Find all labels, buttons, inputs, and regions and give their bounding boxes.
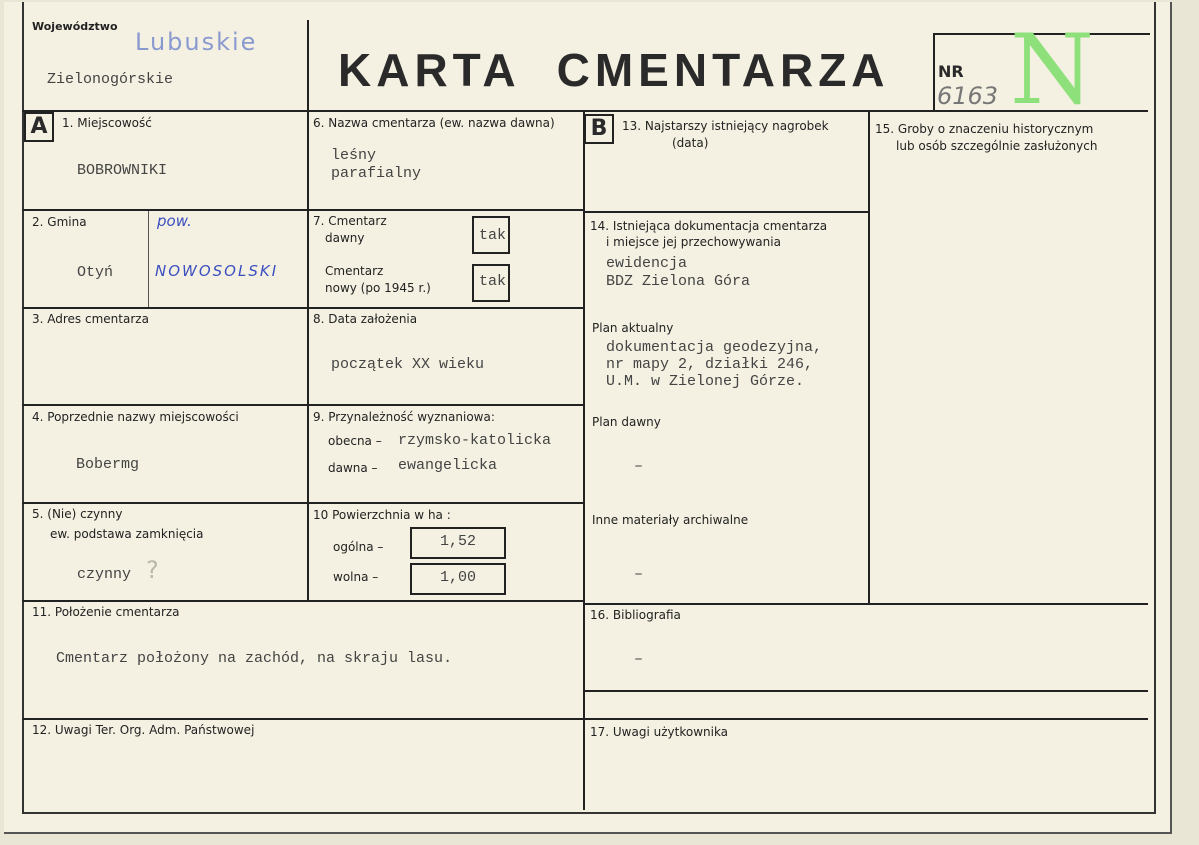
powiat-note: pow. — [157, 212, 192, 230]
nazwa-cmentarza-value2: parafialny — [331, 165, 422, 182]
data-zalozenia-value: początek XX wieku — [331, 356, 485, 373]
dokumentacja-sublabel: i miejsce jej przechowywania — [606, 235, 781, 249]
divider — [22, 502, 583, 504]
czynny-sublabel: ew. podstawa zamknięcia — [50, 527, 204, 541]
plan-aktualny-value2: nr mapy 2, działki 246, — [606, 356, 814, 373]
dokumentacja-value1: ewidencja — [606, 255, 688, 272]
nowy-value: tak — [479, 273, 507, 290]
miejscowosc-value: BOBROWNIKI — [77, 162, 168, 179]
wojewodztwo-value: Zielonogórskie — [47, 71, 174, 88]
divider — [22, 718, 1148, 720]
ogolna-box — [410, 527, 506, 559]
wojewodztwo-label: Województwo — [32, 20, 118, 33]
wolna-label: wolna – — [333, 570, 379, 584]
bibliografia-value: – — [634, 651, 644, 668]
dawna-value: ewangelicka — [398, 457, 498, 474]
divider — [22, 209, 583, 211]
marker-letter: N — [1010, 14, 1094, 126]
najstarszy-nagrobek-sublabel: (data) — [672, 136, 709, 150]
bibliografia-label: 16. Bibliografia — [590, 608, 681, 622]
inne-materialy-label: Inne materiały archiwalne — [592, 513, 749, 527]
uwagi-uzytkownika-label: 17. Uwagi użytkownika — [590, 725, 729, 739]
cmentarz-label: 7. Cmentarz — [313, 214, 387, 228]
miejscowosc-label: 1. Miejscowość — [62, 116, 152, 130]
divider — [148, 210, 149, 307]
przynaleznosc-label: 9. Przynależność wyznaniowa: — [313, 410, 495, 424]
divider — [868, 110, 870, 603]
plan-aktualny-value1: dokumentacja geodezyjna, — [606, 339, 823, 356]
nr-label: NR — [938, 62, 964, 81]
page-title: KARTA CMENTARZA — [338, 44, 890, 96]
ogolna-value: 1,52 — [440, 533, 477, 550]
dawny-checkbox — [472, 216, 510, 254]
wojewodztwo-stamp: Lubuskie — [135, 28, 258, 56]
data-zalozenia-label: 8. Data założenia — [313, 312, 418, 326]
czynny-value: czynny — [77, 566, 132, 583]
dawna-label: dawna – — [328, 461, 378, 475]
powierzchnia-label: 10 Powierzchnia w ha : — [313, 508, 451, 522]
najstarszy-nagrobek-label: 13. Najstarszy istniejący nagrobek — [622, 119, 829, 133]
polozenie-label: 11. Położenie cmentarza — [32, 605, 180, 619]
divider — [583, 110, 585, 810]
poprzednie-nazwy-value: Bobermg — [76, 456, 140, 473]
obecna-value: rzymsko-katolicka — [398, 432, 552, 449]
inne-materialy-value: – — [634, 566, 644, 583]
czynny-label: 5. (Nie) czynny — [32, 507, 123, 521]
dokumentacja-value2: BDZ Zielona Góra — [606, 273, 751, 290]
divider — [583, 690, 1148, 692]
nowy-label: nowy (po 1945 r.) — [325, 281, 431, 295]
nr-value: 6163 — [937, 82, 999, 110]
nowy-checkbox — [472, 264, 510, 302]
groby-label: 15. Groby o znaczeniu historycznym — [875, 122, 1094, 136]
plan-aktualny-label: Plan aktualny — [592, 321, 674, 335]
nazwa-cmentarza-label: 6. Nazwa cmentarza (ew. nazwa dawna) — [313, 116, 555, 130]
dokumentacja-label: 14. Istniejąca dokumentacja cmentarza — [590, 219, 828, 233]
wolna-value: 1,00 — [440, 569, 477, 586]
divider — [307, 20, 309, 600]
poprzednie-nazwy-label: 4. Poprzednie nazwy miejscowości — [32, 410, 239, 424]
question-mark: ? — [146, 556, 159, 584]
divider — [22, 404, 583, 406]
obecna-label: obecna – — [328, 434, 382, 448]
ogolna-label: ogólna – — [333, 540, 384, 554]
wolna-box — [410, 563, 506, 595]
section-b-label: B — [584, 114, 614, 144]
dawny-label: dawny — [325, 231, 365, 245]
polozenie-value: Cmentarz położony na zachód, na skraju lasu. — [56, 650, 453, 667]
divider — [22, 600, 583, 602]
gmina-value: Otyń — [77, 264, 114, 281]
plan-dawny-value: – — [634, 458, 644, 475]
section-a-label: A — [24, 112, 54, 142]
divider — [22, 307, 583, 309]
uwagi-ter-label: 12. Uwagi Ter. Org. Adm. Państwowej — [32, 723, 255, 737]
groby-sublabel: lub osób szczególnie zasłużonych — [896, 139, 1098, 153]
gmina-label: 2. Gmina — [32, 215, 87, 229]
divider — [583, 603, 1148, 605]
plan-dawny-label: Plan dawny — [592, 415, 661, 429]
plan-aktualny-value3: U.M. w Zielonej Górze. — [606, 373, 805, 390]
nazwa-cmentarza-value1: leśny — [331, 147, 377, 164]
cmentarz2-label: Cmentarz — [325, 264, 384, 278]
dawny-value: tak — [479, 227, 507, 244]
divider — [583, 211, 868, 213]
powiat-value: NOWOSOLSKI — [155, 262, 279, 280]
adres-label: 3. Adres cmentarza — [32, 312, 149, 326]
